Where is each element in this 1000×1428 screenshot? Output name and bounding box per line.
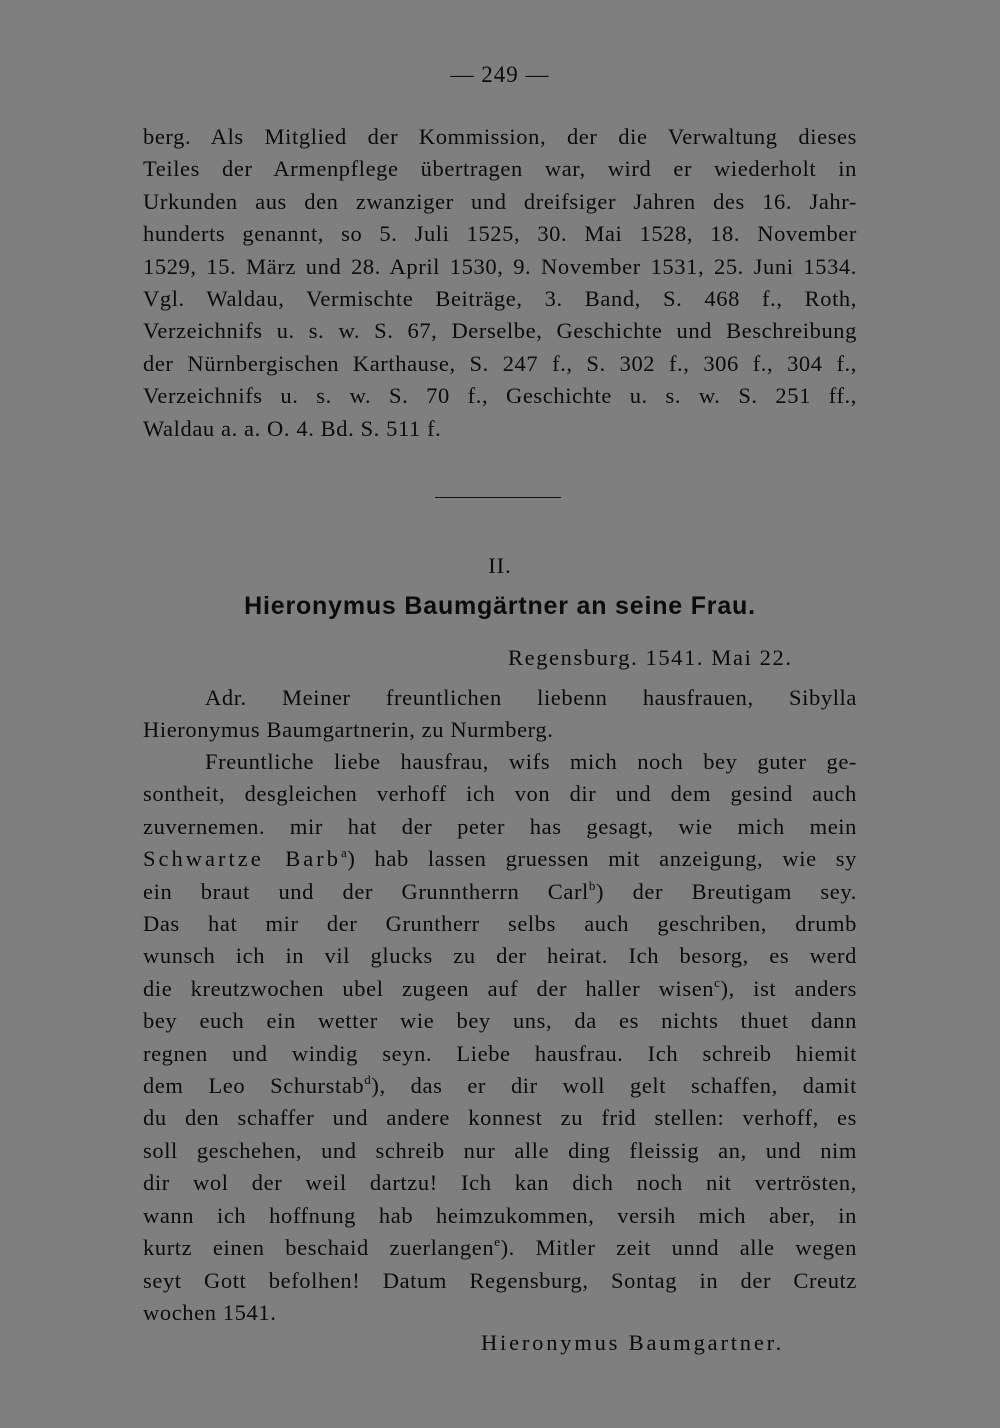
- section-number: II.: [488, 553, 512, 578]
- letter-dateline: Regensburg. 1541. Mai 22.: [508, 645, 793, 670]
- letter-line: seyt Gott befolhen! Datum Regensburg, Sontag in der Creutz: [143, 1267, 857, 1293]
- letter-text: ), ist anders: [720, 975, 857, 1001]
- letter-line: du den schaffer und andere konnest zu frid stellen: verhoff, es: [143, 1105, 857, 1131]
- letter-line: dir wol der weil dartzu! Ich kan dich noch nit vertrösten,: [143, 1170, 857, 1196]
- footnote-marker: d: [364, 1072, 372, 1088]
- letter-line: wann ich hoffnung hab heimzukommen, versih mich aber, in: [143, 1202, 857, 1228]
- footnote-line: 1529, 15. März und 28. April 1530, 9. November 1531, 25. Juni 1534.: [143, 253, 857, 279]
- letter-body: [143, 746, 857, 1329]
- letter-line: [143, 973, 857, 1005]
- footnote-line: Verzeichnifs u. s. w. S. 70 f., Geschichte u. s. w. S. 251 ff.,: [143, 383, 857, 409]
- letter-line: Freuntliche liebe hausfrau, wifs mich noch bey guter ge-: [205, 749, 857, 774]
- section-divider: [435, 497, 561, 498]
- letter-line: Das hat mir der Gruntherr selbs auch geschriben, drumb: [143, 911, 857, 937]
- section-title: Hieronymus Baumgärtner an seine Frau.: [244, 592, 756, 620]
- footnote-line: Verzeichnifs u. s. w. S. 67, Derselbe, Geschichte und Beschreibung: [143, 318, 857, 344]
- letter-line: bey euch ein wetter wie bey uns, da es nichts thuet dann: [143, 1008, 857, 1034]
- footnote-continuation: [143, 121, 857, 445]
- page-number: — 249 —: [450, 62, 550, 87]
- letter-line: [143, 1232, 857, 1264]
- letter-line: zuvernemen. mir hat der peter has gesagt, wie mich mein: [143, 813, 857, 839]
- footnote-line: berg. Als Mitglied der Kommission, der die Verwaltung dieses: [143, 124, 857, 149]
- letter-text: die kreutzwochen ubel zugeen auf der haller wisen: [143, 975, 715, 1001]
- footnote-marker: b: [588, 877, 597, 893]
- letter-line: [143, 843, 857, 875]
- name-schwartze-barb: Schwartze Barb: [143, 846, 341, 872]
- footnote-line: Teiles der Armenpflege übertragen war, wird er wiederholt in: [143, 156, 857, 182]
- footnote-marker: e: [494, 1234, 501, 1250]
- letter-text: dem Leo Schurstab: [143, 1073, 365, 1099]
- letter-address: [143, 682, 857, 747]
- address-line: Hieronymus Baumgartnerin, zu Nurmberg.: [143, 717, 554, 743]
- letter-signature: Hieronymus Baumgartner.: [481, 1330, 785, 1355]
- letter-line: soll geschehen, und schreib nur alle ding fleissig an, und nim: [143, 1137, 857, 1163]
- letter-line: sontheit, desgleichen verhoff ich von dir und dem gesind auch: [143, 781, 857, 807]
- letter-text: ) hab lassen gruessen mit anzeigung, wie sy: [347, 846, 857, 872]
- footnote-marker: c: [714, 974, 721, 990]
- footnote-line: Waldau a. a. O. 4. Bd. S. 511 f.: [143, 415, 442, 441]
- letter-text: ) der Breutigam sey.: [596, 878, 857, 904]
- letter-text: ein braut und der Grunntherrn Carl: [143, 878, 589, 904]
- letter-text: ), das er dir woll gelt schaffen, damit: [371, 1073, 858, 1099]
- address-line: Adr. Meiner freuntlichen liebenn hausfrauen, Sibylla: [205, 685, 857, 710]
- letter-text: kurtz einen beschaid zuerlangen: [143, 1235, 495, 1261]
- footnote-line: hunderts genannt, so 5. Juli 1525, 30. Mai 1528, 18. November: [143, 221, 857, 247]
- letter-text: ). Mitler zeit unnd alle wegen: [500, 1235, 857, 1261]
- footnote-line: Urkunden aus den zwanziger und dreifsiger Jahren des 16. Jahr-: [143, 188, 857, 214]
- footnote-line: Vgl. Waldau, Vermischte Beiträge, 3. Band, S. 468 f., Roth,: [143, 286, 857, 312]
- letter-line: wunsch ich in vil glucks zu der heirat. Ich besorg, es werd: [143, 943, 857, 969]
- footnote-marker: a: [340, 845, 348, 861]
- letter-line: [143, 1070, 857, 1102]
- footnote-line: der Nürnbergischen Karthause, S. 247 f., S. 302 f., 306 f., 304 f.,: [143, 350, 857, 376]
- letter-line: [143, 876, 857, 908]
- letter-line: regnen und windig seyn. Liebe hausfrau. Ich schreib hiemit: [143, 1040, 857, 1066]
- letter-line: wochen 1541.: [143, 1299, 277, 1325]
